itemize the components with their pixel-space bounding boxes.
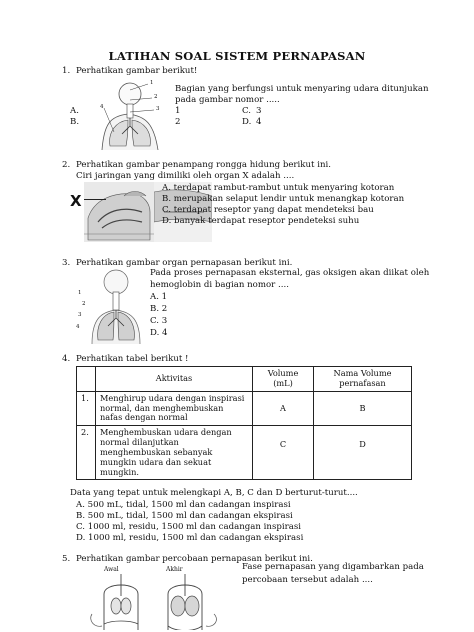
q2-prompt-line2: Ciri jaringan yang dimiliki oleh organ X adalah .... (76, 171, 295, 181)
q1-prompt: Perhatikan gambar berikut! (76, 66, 198, 76)
q4-row2-name: D (314, 426, 412, 480)
q2-prompt: Perhatikan gambar penampang rongga hidung berikut ini. (76, 160, 331, 170)
q4-prompt: Perhatikan tabel berikut ! (76, 354, 189, 364)
q4-table-header-row (77, 367, 412, 392)
q3-option-c[interactable]: C. 3 (150, 316, 168, 326)
q4-row2-activity-line2: normal dilanjutkan (100, 437, 179, 448)
q5-number: 5. (62, 554, 71, 564)
q3-option-a[interactable]: A. 1 (150, 292, 168, 302)
q4-table (76, 366, 412, 480)
q5-fig-label-start: Awal (104, 566, 119, 573)
q4-option-c[interactable]: C. 1000 ml, residu, 1500 ml dan cadangan inspirasi (76, 522, 301, 532)
q3-fig-label-4: 4 (76, 324, 80, 330)
q5-bell-jar-experiment-figure (86, 574, 236, 630)
q2-fig-label-x: X (70, 192, 82, 210)
q1-option-b-value[interactable]: 2 (175, 117, 181, 127)
q3-prompt: Perhatikan gambar organ pernapasan berikut ini. (76, 258, 293, 268)
q1-option-a-value[interactable]: 1 (175, 106, 181, 116)
q5-text-line1: Fase pernapasan yang digambarkan pada (242, 562, 424, 572)
q3-fig-label-1: 1 (78, 290, 82, 296)
q4-row1-name: B (314, 391, 412, 426)
q4-header-name-line2: pernafasan (339, 377, 386, 388)
q4-row2-activity (96, 426, 253, 480)
q4-option-d[interactable]: D. 1000 ml, residu, 1500 ml dan cadangan ekspirasi (76, 533, 304, 543)
q4-header-no (77, 367, 96, 392)
q1-text-line1: Bagian yang berfungsi untuk menyaring udara ditunjukan (175, 84, 429, 94)
q4-header-volume-line1: Volume (267, 368, 299, 378)
q4-row1-no: 1. (77, 391, 96, 426)
q5-fig-label-end: Akhir (166, 566, 183, 573)
q1-number: 1. (62, 66, 71, 76)
q1-option-b-label[interactable]: B. (70, 117, 80, 127)
q4-row1-activity-line2: normal, dan menghembuskan (100, 402, 224, 413)
q3-respiratory-organ-figure (86, 268, 146, 344)
q4-row1-activity (96, 391, 253, 426)
q4-option-b[interactable]: B. 500 mL, tidal, 1500 ml dan cadangan ekspirasi (76, 511, 293, 521)
q2-option-b[interactable]: B. merupakan selaput lendir untuk menangkap kotoran (162, 194, 405, 204)
q2-pointer-line (84, 199, 106, 200)
q4-option-a[interactable]: A. 500 mL, tidal, 1500 ml dan cadangan inspirasi (76, 500, 291, 510)
q4-header-volume-line2: (mL) (273, 377, 293, 388)
q4-row2-activity-line1: Menghembuskan udara dengan (100, 427, 232, 438)
q1-text-line2: pada gambar nomor ..... (175, 95, 280, 105)
q1-respiratory-figure (92, 80, 168, 150)
q4-header-activity: Aktivitas (96, 367, 253, 392)
table-row (77, 426, 412, 480)
q1-option-d-value[interactable]: 4 (256, 117, 262, 127)
q4-row2-activity-line4: mungkin udara dan sekuat (100, 456, 212, 467)
q2-number: 2. (62, 160, 71, 170)
q3-number: 3. (62, 258, 71, 268)
q4-question: Data yang tepat untuk melengkapi A, B, C dan D berturut-turut.... (70, 488, 358, 498)
q5-text-line2: percobaan tersebut adalah .... (242, 575, 373, 585)
q1-fig-label-3: 3 (156, 106, 160, 112)
q4-row1-volume: A (253, 391, 314, 426)
q5-prompt: Perhatikan gambar percobaan pernapasan berikut ini. (76, 554, 313, 564)
q4-header-name-line1: Nama Volume (333, 368, 392, 378)
q4-number: 4. (62, 354, 71, 364)
q3-fig-label-2: 2 (82, 301, 86, 307)
q2-option-c[interactable]: C. terdapat reseptor yang dapat mendeteksi bau (162, 205, 374, 215)
q4-row2-activity-line5: mungkin. (100, 466, 140, 477)
q1-option-c-value[interactable]: 3 (256, 106, 262, 116)
q2-option-a[interactable]: A. terdapat rambut-rambut untuk menyaring kotoran (162, 183, 395, 193)
q4-header-name (314, 367, 412, 392)
table-row (77, 391, 412, 426)
q1-option-c-label[interactable]: C. (242, 106, 252, 116)
q3-option-b[interactable]: B. 2 (150, 304, 168, 314)
q2-option-d[interactable]: D. banyak terdapat reseptor pendeteksi suhu (162, 216, 360, 226)
q4-row2-volume: C (253, 426, 314, 480)
q3-text-line1: Pada proses pernapasan eksternal, gas oksigen akan diikat oleh (150, 268, 430, 278)
q4-header-volume (253, 367, 314, 392)
q4-row2-activity-line3: menghembuskan sebanyak (100, 446, 213, 457)
q3-text-line2: hemoglobin di bagian nomor .... (150, 280, 289, 290)
q3-option-d[interactable]: D. 4 (150, 328, 168, 338)
q1-option-d-label[interactable]: D. (242, 117, 252, 127)
q1-fig-label-2: 2 (154, 94, 158, 100)
page-title: LATIHAN SOAL SISTEM PERNAPASAN (108, 49, 366, 63)
q1-fig-label-4: 4 (100, 104, 104, 110)
q1-option-a-label[interactable]: A. (70, 106, 79, 116)
q4-row1-activity-line3: nafas dengan normal (100, 412, 188, 423)
q1-fig-label-1: 1 (150, 80, 154, 86)
q4-row1-activity-line1: Menghirup udara dengan inspirasi (100, 392, 245, 403)
q3-fig-label-3: 3 (78, 312, 82, 318)
q4-row2-no: 2. (77, 426, 96, 480)
q2-nasal-cavity-figure (84, 182, 154, 242)
